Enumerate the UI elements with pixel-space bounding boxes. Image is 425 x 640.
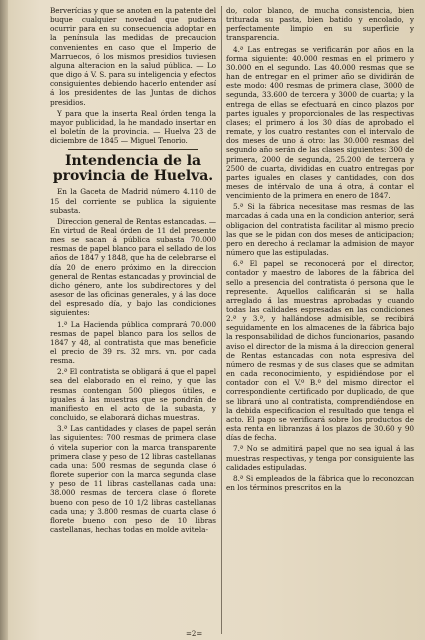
right-paragraph-5: 7.ª No se admitirá papel que no sea igual á las muestras respectivas, y tenga por consiguiente las calidades estipuladas. (226, 444, 414, 472)
right-paragraph-3: 5.ª Si la fábrica necesitase mas resmas de las marcadas á cada una en la condicion anterior, será obligacion del contratista facilitar al mismo precio las que se le pidan con dos meses de anticipacion; pero en derecho á reclamar la admision de mayor número que las estipuladas. (226, 202, 414, 258)
section-heading: Intendencia de la provincia de Huelva. (52, 153, 214, 185)
right-paragraph-2: 4.ª Las entregas se verificarán por años en la forma siguiente: 40.000 resmas en el primero y 30.000 en el segundo. Las 40.000 resmas que se han de entregar en el primer año se dividirán de este modo: 400 resmas de primera clase, 3000 de segunda, 33.600 de tercera y 3000 de cuarta; y la entrega de ellas se efectuará en cinco plazos por partes iguales y proporcionales de las respectivas clases; el primero á los 30 días de aprobado el remate, y los cuatro restantes con el intervalo de dos meses de uno á otro: las 30.000 resmas del segundo año serán de las clases siguientes: 300 de primera, 2000 de segunda, 25.200 de tercera y 2500 de cuarta, divididas en cuatro entregas por partes iguales en clases y cantidades, con dos meses de intérvalo de una á otra, á contar el vencimiento de la primera en enero de 1847. (226, 44, 414, 201)
section-paragraph-5: 3.ª Las cantidades y clases de papel serán las siguientes: 700 resmas de primera clase ó vitela superior con la marca transparente primera clase y peso de 12 libras castellanas cada una: 500 resmas de segunda clase ó florete superior con la marca segunda clase y peso de 11 libras castellanas cada una: 38.000 resmas de tercera clase ó florete bueno con peso de 10 1/2 libras castellanas cada una; y 3.800 resmas de cuarta clase ó florete bueno con peso de 10 libras castellanas, hechas todas en molde avitela- (50, 424, 216, 534)
intro-paragraph-1: Berverícias y que se anoten en la patente del buque cualquier novedad que pudiera ocurrir para en su consecuencia adoptar en la península las medidas de precaucion convenientes en caso que el Imperio de Marruecos, ó los mismos presidios tuviesen alguna alteracion en la salud pública. — Lo que digo á V. S. para su inteligencia y efectos consiguientes debiendo hacerlo entender así á los presidentes de las Juntas de dichos presidios. (50, 6, 216, 107)
right-paragraph-6: 8.ª Si empleados de la fábrica que lo reconozcan en los términos prescritos en la (226, 473, 414, 492)
page-spine (0, 0, 8, 640)
intro-paragraph-2: Y para que la inserta Real órden tenga la mayor publicidad, la he mandado insertar en el boletín de la provincia. — Huelva 23 de diciembre de 1845 — Miguel Tenorio. (50, 108, 216, 146)
column-divider (221, 6, 222, 634)
section-paragraph-1: En la Gaceta de Madrid número 4.110 de 15 del corriente se publica la siguiente subasta. (50, 187, 216, 215)
right-paragraph-4: 6.ª El papel se reconocerá por el director, contador y maestro de labores de la fábrica del sello a presencia del contratista ó persona que le represente. Aquellos calificarán si se halla arreglado á las muestras aprobadas y cuando todas las calidades espresadas en las condiciones 2.ª y 3.ª, y hallándose admisible, se recibirá seguidamente en los almacenes de la fábrica bajo la responsabilidad de dichos funcionarios, pasando aviso el director de la misma á la direccion general de Rentas estancadas con nota espresiva del número de resmas y de sus clases que se admitan en cada reconocimiento, y espidiéndose por el contador con el V.º B.º del mismo director el correspondiente certificado por duplicado, de que se librará uno al contratista, comprendiéndose en la debida especificacion el resultado que tenga el acto. El pago se verificará sobre los productos de esta renta en libranzas á los plazos de 30.60 y 90 días de fecha. (226, 259, 414, 443)
section-paragraph-3: 1.ª La Hacienda pública comprará 70.000 resmas de papel blanco para los sellos de 1847 y 48, al contratista que mas beneficie el precio de 39 rs. 32 mrs. vn. por cada resma. (50, 319, 216, 366)
section-rule (68, 149, 198, 150)
right-paragraph-1: do, color blanco, de mucha consistencia, bien triturada su pasta, bien batido y encolado, y perfectamente limpio en su superficie y transparencia. (226, 6, 414, 43)
left-column (50, 6, 216, 536)
section-paragraph-2: Direccion general de Rentas estancadas. — En virtud de Real órden de 11 del presente mes se sacan á pública subasta 70.000 resmas de papel blanco para el sellado de los años de 1847 y 1848, que ha de celebrarse el día 20 de enero próximo en la direccion general de Rentas estancadas y provincial de dicho género, ante los subdirectores y del asesor de las oficinas generales, y á las doce del espresado día, y bajo las condiciones siguientes: (50, 216, 216, 318)
footer-mark: =2= (186, 630, 203, 638)
section-paragraph-4: 2.ª El contratista se obligará á que el papel sea del elaborado en el reino, y que las resmas contengan 500 pliegos útiles, e iguales á las muestras que se pondrán de manifiesto en el acto de la subasta, y concluido, se elaborará dichas muestras. (50, 367, 216, 423)
right-column (226, 6, 414, 494)
